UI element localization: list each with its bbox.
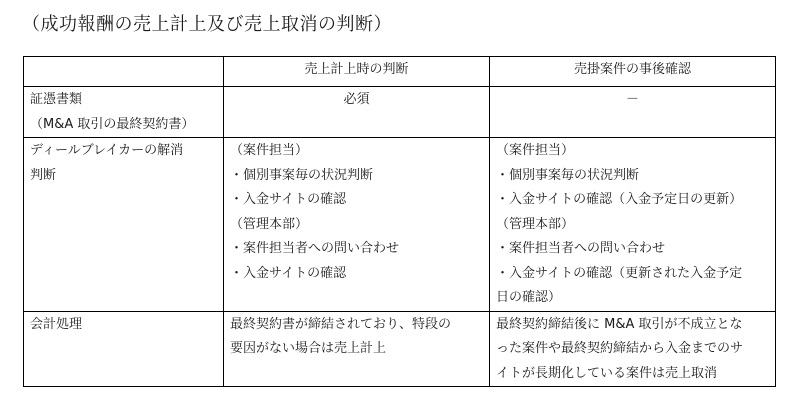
accounting-recognition-cell [224, 311, 490, 387]
cell-line: ・案件担当者への問い合わせ [230, 241, 400, 256]
cell-line: 要因がない場合は売上計上 [230, 341, 387, 356]
evidence-followup-cell [490, 87, 776, 138]
cell-line: ・入金サイトの確認 [230, 192, 347, 207]
cell-line: （管理本部） [496, 216, 575, 232]
row-label-evidence [24, 87, 224, 138]
row-label-dealbreaker [24, 138, 224, 312]
row-label-line: 判断 [30, 167, 57, 183]
header-empty-cell [24, 57, 224, 87]
cell-line: ・案件担当者への問い合わせ [496, 241, 666, 256]
dealbreaker-followup-cell [490, 138, 776, 312]
table-row-evidence [24, 87, 776, 138]
cell-line: ・入金サイトの確認 [230, 265, 347, 281]
header-sales-recognition: 売上計上時の判断 [224, 57, 490, 87]
cell-line: 必須 [343, 92, 370, 107]
row-label-line: ディールブレイカーの解消 [30, 143, 184, 158]
cell-line: 最終契約締結後に M&A 取引が不成立とな [496, 316, 743, 332]
cell-line: ・入金サイトの確認（更新された入金予定 [496, 265, 743, 281]
cell-line: イトが長期化している案件は売上取消 [496, 365, 718, 381]
table-row-dealbreaker [24, 138, 776, 312]
cell-line: った案件や最終契約締結から入金までのサ [496, 341, 744, 356]
dealbreaker-recognition-cell [224, 138, 490, 312]
table-header-row [24, 57, 776, 87]
document-title: （成功報酬の売上計上及び売上取消の判断） [22, 14, 392, 35]
cell-line: （管理本部） [230, 216, 309, 232]
table-row-accounting [24, 311, 776, 387]
cell-line: ・入金サイトの確認（入金予定日の更新） [496, 192, 743, 207]
header-receivable-followup: 売掛案件の事後確認 [490, 57, 776, 87]
cell-line: （案件担当） [496, 143, 575, 158]
cell-line: ・個別事案毎の状況判断 [230, 167, 374, 183]
cell-line: 最終契約書が締結されており、特段の [230, 316, 452, 332]
accounting-followup-cell [490, 311, 776, 387]
row-label-line: （M&A 取引の最終契約書） [30, 116, 195, 132]
evidence-recognition-cell [224, 87, 490, 138]
criteria-table [23, 56, 776, 387]
cell-line: ・個別事案毎の状況判断 [496, 167, 640, 183]
row-label-accounting [24, 311, 224, 387]
cell-line: （案件担当） [230, 143, 309, 158]
cell-line: 日の確認） [496, 290, 562, 305]
row-label-line: 証憑書類 [30, 92, 83, 107]
row-label-line: 会計処理 [30, 316, 83, 332]
cell-line: － [625, 92, 639, 107]
